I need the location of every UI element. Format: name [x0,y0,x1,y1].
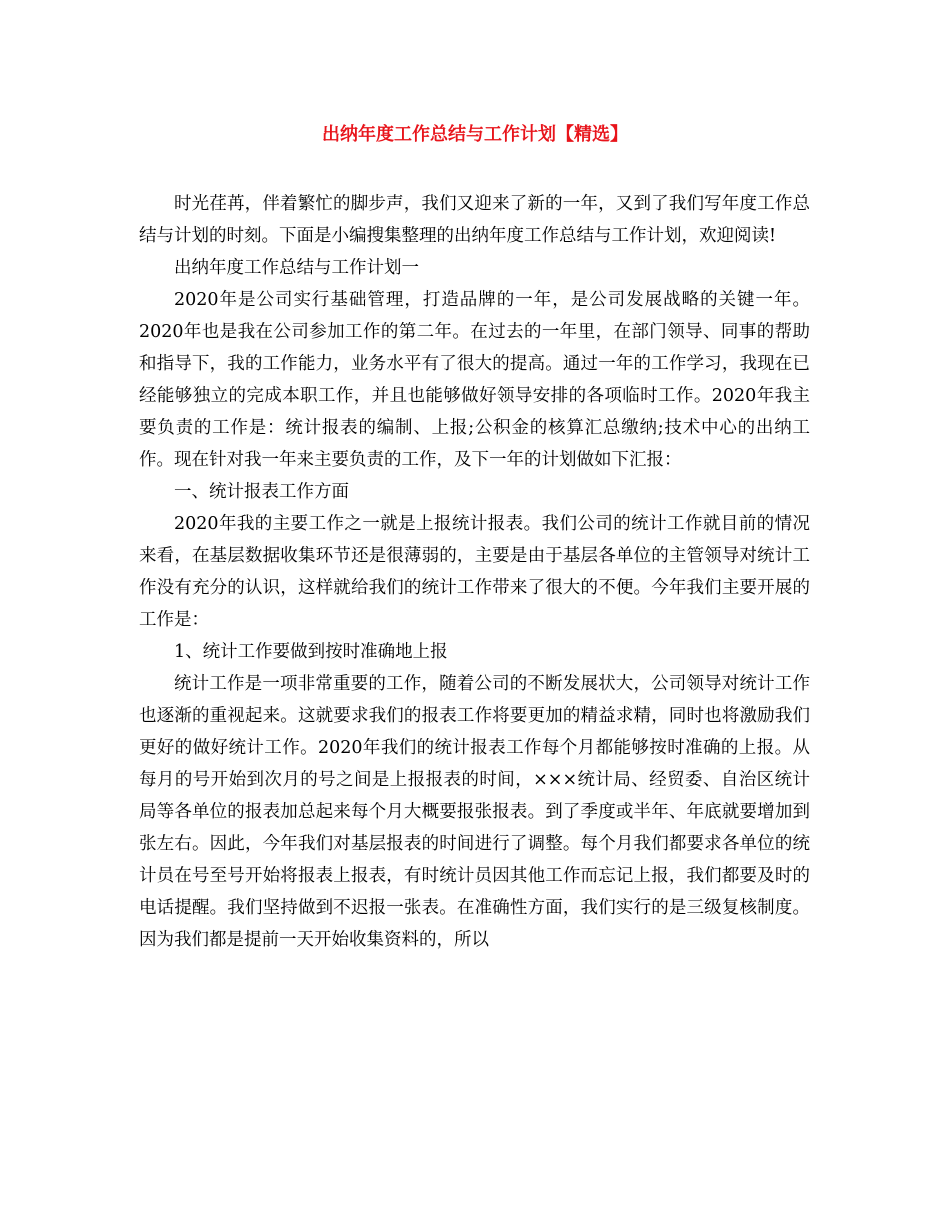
paragraph: 2020年我的主要工作之一就是上报统计报表。我们公司的统计工作就目前的情况来看，在基层数据收集环节还是很薄弱的，主要是由于基层各单位的主管领导对统计工作没有充分的认识，这样就给我们的统计工作带来了很大的不便。今年我们主要开展的工作是： [139,514,810,630]
section-heading: 出纳年度工作总结与工作计划一 [174,258,419,278]
document-body [139,188,810,956]
paragraph: 2020年是公司实行基础管理，打造品牌的一年，是公司发展战略的关键一年。2020年也是我在公司参加工作的第二年。在过去的一年里，在部门领导、同事的帮助和指导下，我的工作能力，业务水平有了很大的提高。通过一年的工作学习，我现在已经能够独立的完成本职工作，并且也能够做好领导安排的各项临时工作。2020年我主要负责的工作是：统计报表的编制、上报;公积金的核算汇总缴纳;技术中心的出纳工作。现在针对我一年来主要负责的工作，及下一年的计划做如下汇报： [139,290,810,470]
section-heading: 一、统计报表工作方面 [174,482,349,502]
subsection-heading: 1、统计工作要做到按时准确地上报 [174,642,448,662]
document-title: 出纳年度工作总结与工作计划【精选】 [322,124,628,145]
paragraph: 时光荏苒，伴着繁忙的脚步声，我们又迎来了新的一年，又到了我们写年度工作总结与计划的时刻。下面是小编搜集整理的出纳年度工作总结与工作计划，欢迎阅读! [139,194,810,246]
paragraph: 统计工作是一项非常重要的工作，随着公司的不断发展状大，公司领导对统计工作也逐渐的重视起来。这就要求我们的报表工作将要更加的精益求精，同时也将激励我们更好的做好统计工作。2020年我们的统计报表工作每个月都能够按时准确的上报。从每月的号开始到次月的号之间是上报报表的时间，×××统计局、经贸委、自治区统计局等各单位的报表加总起来每个月大概要报张报表。到了季度或半年、年底就要增加到张左右。因此，今年我们对基层报表的时间进行了调整。每个月我们都要求各单位的统计员在号至号开始将报表上报表，有时统计员因其他工作而忘记上报，我们都要及时的电话提醒。我们坚持做到不迟报一张表。在准确性方面，我们实行的是三级复核制度。因为我们都是提前一天开始收集资料的，所以 [139,674,810,950]
